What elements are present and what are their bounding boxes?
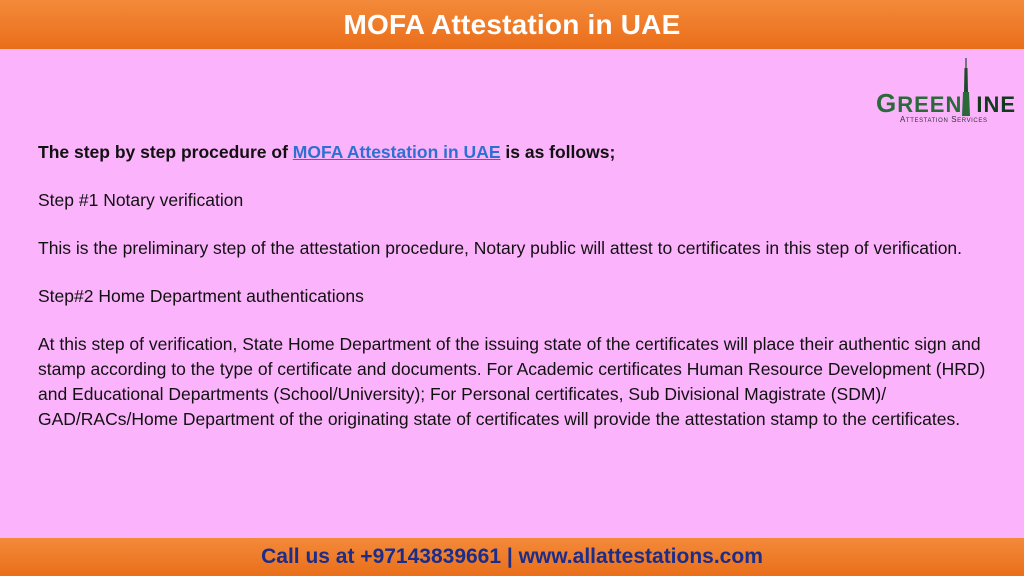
mofa-attestation-link[interactable]: MOFA Attestation in UAE (292, 142, 501, 162)
step1-title: Step #1 Notary verification (38, 190, 244, 210)
logo-wordmark: GREEN INE (876, 88, 1017, 118)
main-content (38, 140, 998, 455)
intro-paragraph: The step by step procedure of MOFA Attestation in UAE is as follows; (38, 142, 616, 162)
page-title: MOFA Attestation in UAE (343, 8, 681, 40)
contact-info: Call us at +97143839661 | www.allattestations.com (261, 545, 763, 568)
greenline-logo (872, 58, 1017, 128)
footer-bar (0, 538, 1024, 576)
step2-title: Step#2 Home Department authentications (38, 286, 364, 306)
step2-text: At this step of verification, State Home Department of the issuing state of the certificates will place their authentic sign and stamp according to the type of certificate and documents. For Academic certificates Human Resource Development (HRD) and Educational Departments (School/University); For Personal certificates, Sub Divisional Magistrate (SDM)/ GAD/RACs/Home Department of the originating state of certificates will provide the attestation stamp to the certificates. (38, 334, 986, 429)
header-bar (0, 0, 1024, 49)
logo-subtitle: Attestation Services (900, 115, 988, 124)
step1-text: This is the preliminary step of the attestation procedure, Notary public will attest to certificates in this step of verification. (38, 238, 963, 258)
